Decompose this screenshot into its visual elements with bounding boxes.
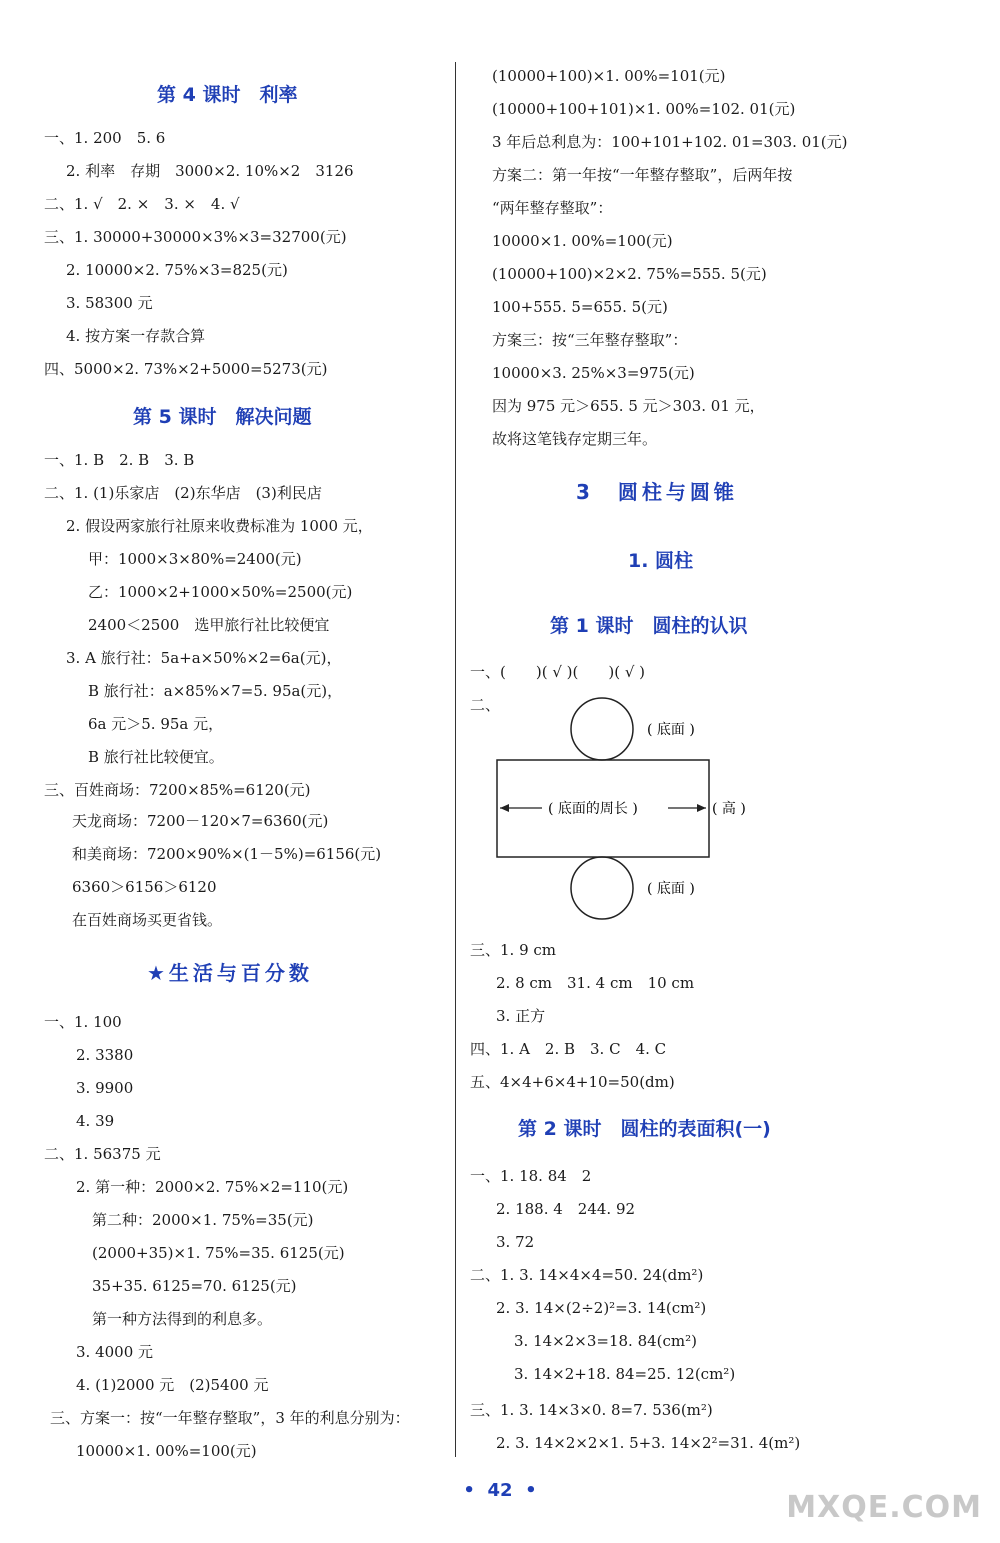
answer-line: 3. 72: [496, 1233, 535, 1251]
answer-line: 2. 3. 14×2×2×1. 5+3. 14×2²=31. 4(m²): [496, 1434, 801, 1452]
answer-line: 35+35. 6125=70. 6125(元): [92, 1277, 297, 1295]
answer-line: 乙：1000×2+1000×50%=2500(元): [88, 583, 353, 601]
answer-line: 4. (1)2000 元 (2)5400 元: [76, 1376, 269, 1394]
answer-line: 2. 188. 4 244. 92: [496, 1200, 636, 1218]
answer-line: 三、1. 3. 14×3×0. 8=7. 536(m²): [470, 1401, 713, 1419]
watermark: MXQE.COM: [786, 1490, 982, 1525]
answer-line: 100+555. 5=655. 5(元): [492, 298, 668, 316]
answer-line: 3. 9900: [76, 1079, 134, 1097]
height-label: ( 高 ): [712, 801, 746, 817]
answer-line: 3. 正方: [496, 1007, 546, 1025]
unit-title: 3 圆柱与圆锥: [576, 480, 738, 504]
answer-line: 4. 39: [76, 1112, 115, 1130]
answer-line: 二、1. √ 2. × 3. × 4. √: [44, 195, 240, 213]
answer-line: 10000×1. 00%=100(元): [76, 1442, 257, 1460]
cylinder-net-diagram: [492, 692, 812, 924]
answer-line: 五、4×4+6×4+10=50(dm): [470, 1073, 675, 1091]
answer-line: (2000+35)×1. 75%=35. 6125(元): [92, 1244, 345, 1262]
answer-line: 和美商场：7200×90%×(1－5%)=6156(元): [72, 845, 382, 863]
answer-line: 第一种方法得到的利息多。: [92, 1310, 273, 1328]
answer-line: 3 年后总利息为：100+101+102. 01=303. 01(元): [492, 133, 848, 151]
answer-line: 3. 14×2×3=18. 84(cm²): [514, 1332, 698, 1350]
answer-line: 三、方案一：按“一年整存整取”，3 年的利息分别为：: [50, 1409, 410, 1427]
life-percent-title: ★生活与百分数: [147, 961, 313, 985]
top-base-label: ( 底面 ): [647, 722, 695, 738]
answer-line: 二、1. 56375 元: [44, 1145, 161, 1163]
answer-line: 在百姓商场买更省钱。: [72, 911, 223, 929]
answer-line: (10000+100+101)×1. 00%=102. 01(元): [492, 100, 796, 118]
answer-line: 甲：1000×3×80%=2400(元): [88, 550, 302, 568]
answer-line: 3. 58300 元: [66, 294, 153, 312]
lesson-5-title: 第 5 课时 解决问题: [133, 406, 312, 428]
bottom-base-label: ( 底面 ): [647, 881, 695, 897]
answer-line: 天龙商场：7200－120×7=6360(元): [72, 812, 329, 830]
answer-line: “两年整存整取”：: [492, 199, 613, 217]
lesson-r1-title: 第 1 课时 圆柱的认识: [550, 615, 748, 637]
answer-line: 一、( )( √ )( )( √ ): [470, 663, 646, 681]
answer-line: 三、百姓商场：7200×85%=6120(元): [44, 781, 311, 799]
answer-line: 三、1. 9 cm: [470, 941, 557, 959]
answer-line: (10000+100)×2×2. 75%=555. 5(元): [492, 265, 767, 283]
lesson-r2-title: 第 2 课时 圆柱的表面积(一): [518, 1118, 771, 1140]
answer-line: 10000×1. 00%=100(元): [492, 232, 673, 250]
answer-line: (10000+100)×1. 00%=101(元): [492, 67, 726, 85]
lesson-4-title: 第 4 课时 利率: [157, 84, 298, 106]
answer-line: 一、1. 100: [44, 1013, 122, 1031]
answer-line: B 旅行社：a×85%×7=5. 95a(元)，: [88, 682, 343, 700]
answer-line: 故将这笔钱存定期三年。: [492, 430, 658, 448]
answer-line: 2. 10000×2. 75%×3=825(元): [66, 261, 288, 279]
answer-line: 2. 利率 存期 3000×2. 10%×2 3126: [66, 162, 354, 180]
answer-line: 3. 14×2+18. 84=25. 12(cm²): [514, 1365, 736, 1383]
arrow-left-head: [500, 804, 509, 812]
page-number: • 42 •: [463, 1480, 537, 1501]
answer-line: 二、1. 3. 14×4×4=50. 24(dm²): [470, 1266, 704, 1284]
arrow-right-head: [697, 804, 706, 812]
answer-line: 2. 3380: [76, 1046, 134, 1064]
answer-line: 4. 按方案一存款合算: [66, 327, 206, 345]
answer-line: 2. 3. 14×(2÷2)²=3. 14(cm²): [496, 1299, 707, 1317]
answer-line: 3. A 旅行社：5a+a×50%×2=6a(元)，: [66, 649, 342, 667]
answer-line: 二、: [470, 696, 501, 714]
answer-line: 2. 8 cm 31. 4 cm 10 cm: [496, 974, 695, 992]
answer-line: B 旅行社比较便宜。: [88, 748, 224, 766]
answer-line: 2. 假设两家旅行社原来收费标准为 1000 元，: [66, 517, 373, 535]
answer-line: 四、1. A 2. B 3. C 4. C: [470, 1040, 667, 1058]
answer-line: 2. 第一种：2000×2. 75%×2=110(元): [76, 1178, 349, 1196]
circumference-label: ( 底面的周长 ): [548, 801, 638, 817]
answer-line: 一、1. 200 5. 6: [44, 129, 166, 147]
answer-line: 2400＜2500 选甲旅行社比较便宜: [88, 616, 330, 634]
answer-line: 10000×3. 25%×3=975(元): [492, 364, 695, 382]
answer-line: 3. 4000 元: [76, 1343, 154, 1361]
answer-line: 方案二：第一年按“一年整存整取”，后两年按: [492, 166, 793, 184]
answer-line: 一、1. 18. 84 2: [470, 1167, 592, 1185]
answer-line: 方案三：按“三年整存整取”：: [492, 331, 688, 349]
answer-line: 二、1. (1)乐家店 (2)东华店 (3)利民店: [44, 484, 322, 502]
answer-line: 四、5000×2. 73%×2+5000=5273(元): [44, 360, 328, 378]
answer-line: 6360＞6156＞6120: [72, 878, 217, 896]
top-base-circle: [571, 698, 633, 760]
bottom-base-circle: [571, 857, 633, 919]
answer-line: 因为 975 元＞655. 5 元＞303. 01 元，: [492, 397, 765, 415]
column-divider: [455, 62, 456, 1457]
answer-line: 6a 元＞5. 95a 元，: [88, 715, 224, 733]
answer-line: 一、1. B 2. B 3. B: [44, 451, 195, 469]
section-title: 1. 圆柱: [628, 550, 694, 572]
answer-line: 第二种：2000×1. 75%=35(元): [92, 1211, 314, 1229]
answer-line: 三、1. 30000+30000×3%×3=32700(元): [44, 228, 347, 246]
